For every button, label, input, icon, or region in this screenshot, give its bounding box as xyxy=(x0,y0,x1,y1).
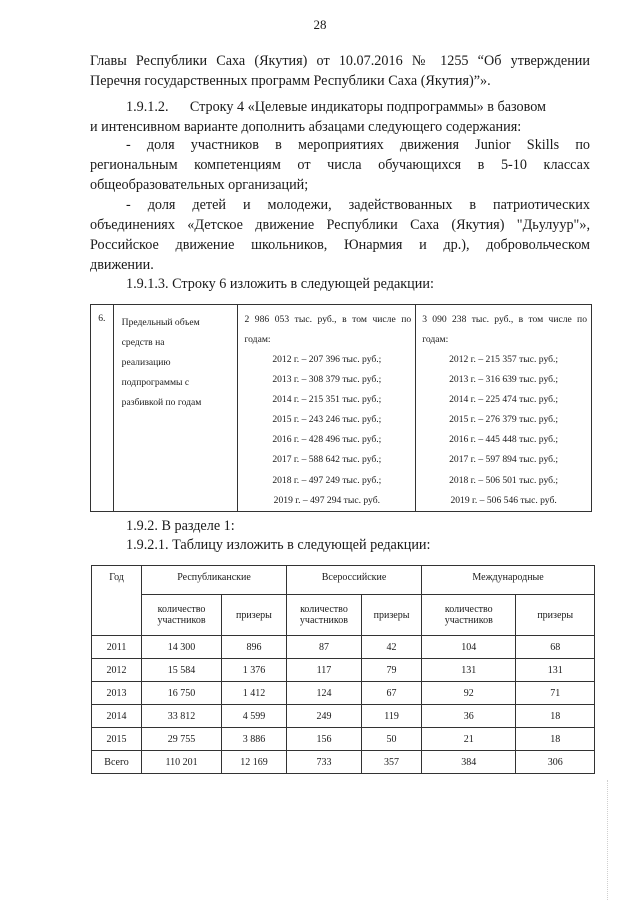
col-header-year: Год xyxy=(92,566,142,636)
cell: 29 755 xyxy=(142,728,222,751)
paragraph-line: Главы Республики Саха (Якутия) от 10.07.2016 № 1255 “Об утверждении xyxy=(90,53,590,69)
paragraph-line: движении. xyxy=(90,257,154,273)
cell: 42 xyxy=(361,636,421,659)
paragraph-line: - доля участников в мероприятиях движения Junior Skills по xyxy=(126,137,590,153)
cell: 156 xyxy=(286,728,361,751)
row-label-line: средств на xyxy=(121,337,165,348)
cell: 50 xyxy=(361,728,421,751)
table-row xyxy=(92,636,595,659)
cell: 12 169 xyxy=(221,751,286,774)
row-label-line: подпрограммы с xyxy=(121,377,190,388)
table-row xyxy=(92,659,595,682)
sub-header-count: количество участников xyxy=(286,595,361,636)
intensive-year-line: 2014 г. – 225 474 тыс. руб.; xyxy=(449,394,559,406)
cell: 14 300 xyxy=(142,636,222,659)
cell: 131 xyxy=(422,659,516,682)
cell: 104 xyxy=(422,636,516,659)
base-variant-cell xyxy=(238,305,416,512)
base-year-line: 2015 г. – 243 246 тыс. руб.; xyxy=(272,414,382,426)
group-header: Всероссийские xyxy=(286,566,421,595)
paragraph-line: - доля детей и молодежи, задействованных в патриотических xyxy=(126,197,590,213)
cell: 2011 xyxy=(92,636,142,659)
participants-table xyxy=(91,565,595,774)
cell: 131 xyxy=(516,659,595,682)
paragraph-line: Перечня государственных программ Республики Саха (Якутия)”». xyxy=(90,73,491,89)
cell: 124 xyxy=(286,682,361,705)
cell: 2015 xyxy=(92,728,142,751)
base-year-line: 2014 г. – 215 351 тыс. руб.; xyxy=(272,394,382,406)
cell: 733 xyxy=(286,751,361,774)
base-year-line: 2016 г. – 428 496 тыс. руб.; xyxy=(272,434,382,446)
paragraph-line: 1.9.1.3. Строку 6 изложить в следующей редакции: xyxy=(126,276,434,292)
cell: 306 xyxy=(516,751,595,774)
cell: 92 xyxy=(422,682,516,705)
page-number: 28 xyxy=(313,17,327,32)
cell: 117 xyxy=(286,659,361,682)
intensive-year-line: 2019 г. – 506 546 тыс. руб. xyxy=(450,494,557,506)
cell: 79 xyxy=(361,659,421,682)
cell: 18 xyxy=(516,705,595,728)
base-variant-header: 2 986 053 тыс. руб., в том числе по годам: xyxy=(244,314,412,345)
cell: 36 xyxy=(422,705,516,728)
sub-header-count: количество участников xyxy=(142,595,222,636)
paragraph-line: 1.9.1.2. Строку 4 «Целевые индикаторы подпрограммы» в базовом xyxy=(126,99,547,115)
intensive-variant-header: 3 090 238 тыс. руб., в том числе по годам: xyxy=(422,314,587,345)
row-number: 6. xyxy=(91,305,114,512)
row-label xyxy=(113,305,238,512)
table-row xyxy=(92,682,595,705)
cell: 110 201 xyxy=(142,751,222,774)
sub-header-prize: призеры xyxy=(516,595,595,636)
base-year-line: 2013 г. – 308 379 тыс. руб.; xyxy=(272,374,382,386)
cell: 1 412 xyxy=(221,682,286,705)
margin-dotted-line xyxy=(607,780,610,900)
intensive-year-line: 2012 г. – 215 357 тыс. руб.; xyxy=(449,354,559,365)
cell: 2013 xyxy=(92,682,142,705)
intensive-year-line: 2017 г. – 597 894 тыс. руб.; xyxy=(449,454,559,466)
intensive-year-line: 2013 г. – 316 639 тыс. руб.; xyxy=(449,374,559,386)
base-year-line: 2019 г. – 497 294 тыс. руб. xyxy=(273,494,380,506)
cell: 68 xyxy=(516,636,595,659)
table-row xyxy=(92,705,595,728)
paragraph-line: 1.9.2.1. Таблицу изложить в следующей редакции: xyxy=(126,537,431,553)
paragraph-line: Российское движение школьников, Юнармия и др.), добровольческом xyxy=(90,237,590,253)
row-label-line: реализацию xyxy=(121,357,171,368)
cell: Всего xyxy=(92,751,142,774)
intensive-year-line: 2016 г. – 445 448 тыс. руб.; xyxy=(449,434,559,446)
paragraph-line: региональным компетенциям от числа обучающихся в 5-10 классах xyxy=(90,157,590,173)
intensive-variant-cell xyxy=(416,305,592,512)
sub-header-count: количество участников xyxy=(422,595,516,636)
base-year-line: 2018 г. – 497 249 тыс. руб.; xyxy=(272,474,382,486)
group-header: Международные xyxy=(422,566,595,595)
table-row xyxy=(92,728,595,751)
cell: 2012 xyxy=(92,659,142,682)
cell: 87 xyxy=(286,636,361,659)
cell: 67 xyxy=(361,682,421,705)
paragraph-line: и интенсивном варианте дополнить абзацами следующего содержания: xyxy=(90,119,522,135)
row-label-line: разбивкой по годам xyxy=(121,397,202,408)
cell: 33 812 xyxy=(142,705,222,728)
cell: 357 xyxy=(361,751,421,774)
intensive-year-line: 2015 г. – 276 379 тыс. руб.; xyxy=(449,414,559,426)
paragraph-line: объединениях «Детское движение Республики Саха (Якутия) "Дьулуур"», xyxy=(90,217,590,233)
cell: 896 xyxy=(221,636,286,659)
row-label-line: Предельный объем xyxy=(121,317,200,328)
cell: 18 xyxy=(516,728,595,751)
paragraph-line: 1.9.2. В разделе 1: xyxy=(126,518,235,534)
cell: 3 886 xyxy=(221,728,286,751)
cell: 2014 xyxy=(92,705,142,728)
sub-header-prize: призеры xyxy=(221,595,286,636)
cell: 119 xyxy=(361,705,421,728)
cell: 249 xyxy=(286,705,361,728)
paragraph-line: общеобразовательных организаций; xyxy=(90,177,309,193)
cell: 4 599 xyxy=(221,705,286,728)
sub-header-prize: призеры xyxy=(361,595,421,636)
cell: 16 750 xyxy=(142,682,222,705)
intensive-year-line: 2018 г. – 506 501 тыс. руб.; xyxy=(449,474,559,486)
cell: 71 xyxy=(516,682,595,705)
cell: 15 584 xyxy=(142,659,222,682)
base-year-line: 2012 г. – 207 396 тыс. руб.; xyxy=(272,354,382,365)
table-row-total xyxy=(92,751,595,774)
cell: 1 376 xyxy=(221,659,286,682)
funding-table xyxy=(90,304,592,512)
base-year-line: 2017 г. – 588 642 тыс. руб.; xyxy=(272,454,382,466)
cell: 384 xyxy=(422,751,516,774)
cell: 21 xyxy=(422,728,516,751)
group-header: Республиканские xyxy=(142,566,287,595)
